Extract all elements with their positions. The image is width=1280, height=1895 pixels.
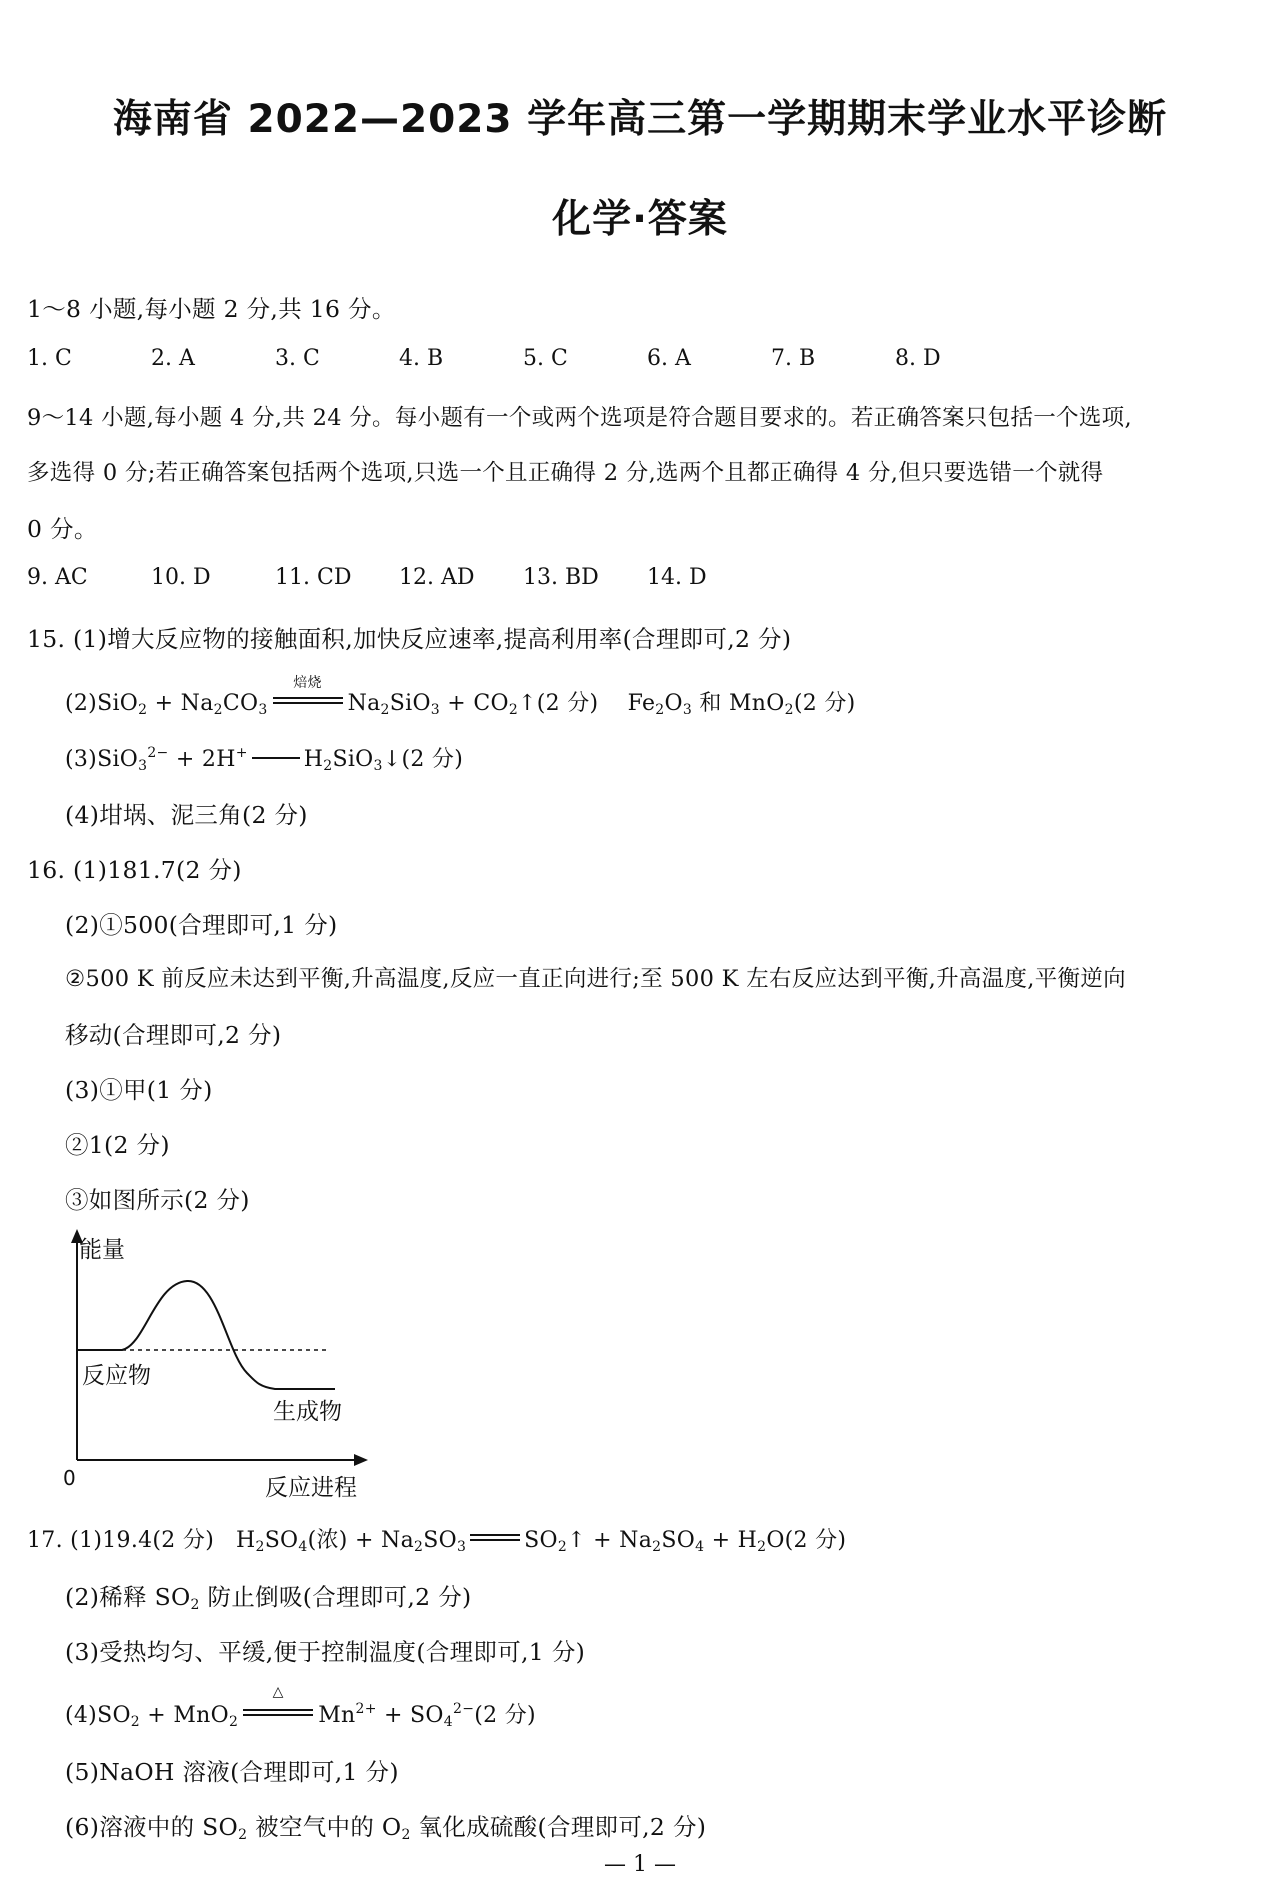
answer-item: 6. A [647, 346, 691, 371]
page-number: — 1 — [604, 1852, 676, 1877]
q17-part1-prefix: 17. (1)19.4(2 分) [27, 1528, 215, 1553]
answer-item: 11. CD [275, 565, 352, 590]
q15-part1: 15. (1)增大反应物的接触面积,加快反应速率,提高利用率(合理即可,2 分) [27, 625, 792, 653]
section2-intro-line3: 0 分。 [27, 515, 98, 543]
q15-part3-score: (2 分) [401, 747, 464, 772]
q17-part1-score: (2 分) [784, 1528, 847, 1553]
reaction-equals-sign [466, 1528, 524, 1553]
q15-part2: $(2)SiO_2 + Na_2CO_3$ 焙烧 $Na_2SiO_3$ + $CO_2↑(2$ 分) $Fe_2O_3$ 和 MnO$_2$(2 分) [65, 686, 856, 717]
q17-part3: (3)受热均匀、平缓,便于控制温度(合理即可,1 分) [65, 1638, 586, 1666]
reactant-label: 反应物 [82, 1363, 151, 1389]
q15-part4: (4)坩埚、泥三角(2 分) [65, 801, 308, 829]
reaction-equals-sign [268, 675, 348, 716]
x-axis-label: 反应进程 [265, 1475, 357, 1501]
q15-part2-and: 和 [699, 691, 722, 716]
energy-diagram [55, 1225, 385, 1505]
reaction-condition: 焙烧 [293, 675, 322, 691]
q16-part2b-line1: ②500 K 前反应未达到平衡,升高温度,反应一直正向进行;至 500 K 左右反应达到平衡,升高温度,平衡逆向 [65, 966, 1126, 992]
section2-answers [27, 565, 1227, 595]
q17-concentrated: (浓) [307, 1528, 348, 1553]
answer-item: 8. D [895, 346, 941, 371]
q17-part2-b: 防止倒吸(合理即可,2 分) [207, 1583, 472, 1611]
y-axis-label: 能量 [79, 1237, 125, 1263]
q17-part4-prefix: (4) [65, 1703, 98, 1728]
q16-part3b: ②1(2 分) [65, 1131, 170, 1159]
answer-item: 10. D [151, 565, 211, 590]
x-axis-arrow [354, 1454, 368, 1466]
q17-part6-b: 被空气中的 [255, 1813, 375, 1841]
section2-intro-line2: 多选得 0 分;若正确答案包括两个选项,只选一个且正确得 2 分,选两个且都正确得 4 分,但只要选错一个就得 [27, 460, 1104, 486]
reaction-equals-sign [238, 1684, 318, 1728]
answer-item: 12. AD [399, 565, 475, 590]
reaction-condition: △ [272, 1684, 284, 1700]
q16-part2a: (2)①500(合理即可,1 分) [65, 911, 338, 939]
q15-part2-prefix: (2) [65, 691, 98, 716]
origin-label: 0 [63, 1466, 76, 1490]
q16-part1: 16. (1)181.7(2 分) [27, 856, 242, 884]
section2-intro-line1: 9～14 小题,每小题 4 分,共 24 分。每小题有一个或两个选项是符合题目要求的。若正确答案只包括一个选项, [27, 405, 1132, 431]
product-label: 生成物 [273, 1399, 342, 1425]
answer-item: 2. A [151, 346, 195, 371]
q17-part2: (2)稀释 $SO_2$ 防止倒吸(合理即可,2 分) [65, 1583, 472, 1613]
q17-part6-c: 氧化成硫酸(合理即可,2 分) [418, 1813, 707, 1841]
q17-part5: (5)NaOH 溶液(合理即可,1 分) [65, 1758, 399, 1786]
q16-part3a: (3)①甲(1 分) [65, 1076, 213, 1104]
q16-part2b-line2: 移动(合理即可,2 分) [65, 1021, 282, 1049]
q15-part3-prefix: (3) [65, 747, 98, 772]
answer-item: 13. BD [523, 565, 599, 590]
q17-part6: (6)溶液中的 $SO_2$ 被空气中的 $O_2$ 氧化成硫酸(合理即可,2 分) [65, 1813, 707, 1843]
q16-part3c: ③如图所示(2 分) [65, 1186, 250, 1214]
section1-intro: 1～8 小题,每小题 2 分,共 16 分。 [27, 295, 396, 323]
q15-part2-score: (2 分) [536, 691, 599, 716]
answer-item: 5. C [523, 346, 568, 371]
answer-item: 7. B [771, 346, 816, 371]
answer-item: 4. B [399, 346, 444, 371]
answer-item: 14. D [647, 565, 707, 590]
q15-part3: (3)SiO$_3^{2-}$ + 2H+ $H_2SiO_3↓(2$ 分) [65, 745, 464, 774]
answer-item: 3. C [275, 346, 320, 371]
q17-part2-a: (2)稀释 [65, 1583, 147, 1611]
q17-part1: 17. (1)19.4(2 分) $H_2SO_4$(浓) + $Na_2SO_3$ $SO_2↑ + Na_2SO_4 + H_2O(2$ 分) [27, 1528, 847, 1555]
answer-item: 9. AC [27, 565, 88, 590]
answer-item: 1. C [27, 346, 72, 371]
document-title: 海南省 2022—2023 学年高三第一学期期末学业水平诊断 [112, 97, 1168, 142]
q17-part4: $(4)SO_2 + MnO_2$ △ $Mn^{2+} + SO_4^{2-}(2$ 分) [65, 1684, 536, 1730]
section1-answers [27, 346, 1227, 376]
document-subtitle: 化学·答案 [552, 197, 728, 242]
q17-part4-score: (2 分) [474, 1703, 536, 1728]
q17-part6-a: (6)溶液中的 [65, 1813, 195, 1841]
q15-part2-second-score: (2 分) [793, 691, 856, 716]
